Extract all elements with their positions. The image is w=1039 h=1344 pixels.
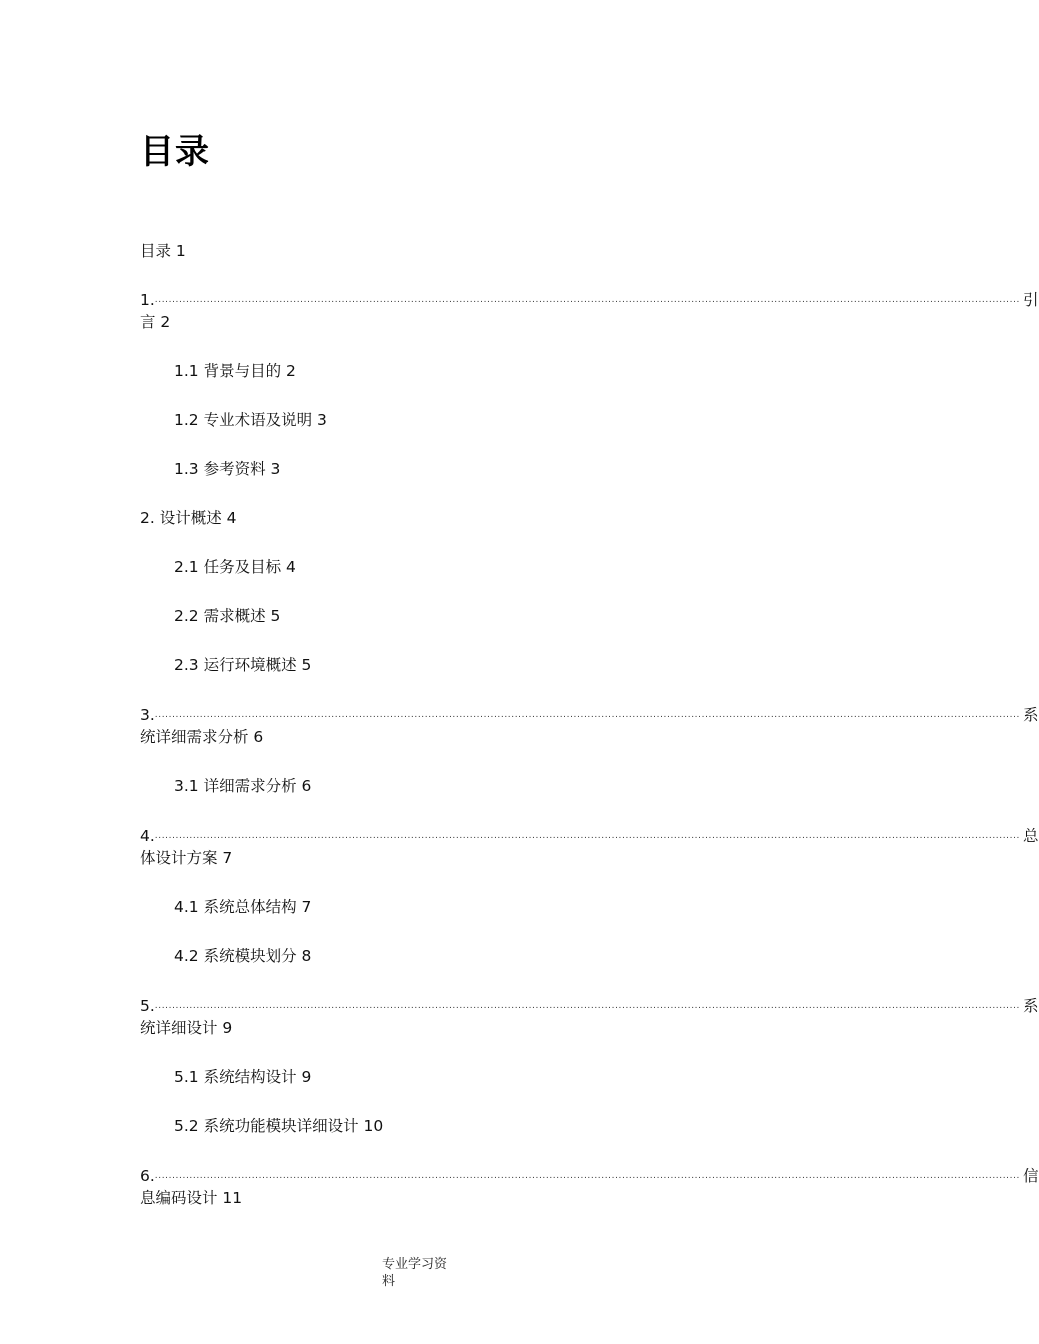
toc-entry-1[interactable] [140,289,1039,311]
toc-entry-3[interactable] [140,704,1039,726]
toc-entry-number: 4. [140,827,155,845]
toc-entry-3-continuation[interactable]: 统详细需求分析 6 [140,728,264,746]
toc-entry-number: 5. [140,997,155,1015]
toc-entry-5-1[interactable]: 5.1 系统结构设计 9 [174,1068,312,1086]
toc-entry-4-1[interactable]: 4.1 系统总体结构 7 [174,898,312,916]
dot-leader: .......................................................................................................................................................................................................................................................... [154,1001,1021,1011]
dot-leader: .......................................................................................................................................................................................................................................................... [154,831,1021,841]
toc-entry-text-start: 系 [1023,706,1039,724]
dot-leader: .......................................................................................................................................................................................................................................................... [154,710,1021,720]
page-title: 目录 [140,132,210,172]
toc-entry-4-2[interactable]: 4.2 系统模块划分 8 [174,947,312,965]
toc-entry-number: 3. [140,706,155,724]
toc-entry-text-start: 引 [1023,291,1039,309]
toc-entry-2-3[interactable]: 2.3 运行环境概述 5 [174,656,312,674]
toc-entry-6[interactable] [140,1165,1039,1187]
toc-entry-1-continuation[interactable]: 言 2 [140,313,171,331]
toc-entry-number: 6. [140,1167,155,1185]
toc-entry-3-1[interactable]: 3.1 详细需求分析 6 [174,777,312,795]
toc-entry-4[interactable] [140,825,1039,847]
toc-entry-6-continuation[interactable]: 息编码设计 11 [140,1189,243,1207]
dot-leader: .......................................................................................................................................................................................................................................................... [154,295,1021,305]
toc-entry-text-start: 信 [1023,1167,1039,1185]
toc-entry-text-start: 总 [1023,827,1039,845]
toc-entry-4-continuation[interactable]: 体设计方案 7 [140,849,233,867]
toc-entry-text-start: 系 [1023,997,1039,1015]
toc-entry-2-2[interactable]: 2.2 需求概述 5 [174,607,281,625]
toc-entry-5-continuation[interactable]: 统详细设计 9 [140,1019,233,1037]
page-footer: 专业学习资料 [382,1257,448,1289]
toc-entry-contents[interactable]: 目录 1 [140,242,186,260]
toc-entry-1-2[interactable]: 1.2 专业术语及说明 3 [174,411,327,429]
toc-entry-2[interactable]: 2. 设计概述 4 [140,509,237,527]
toc-entry-2-1[interactable]: 2.1 任务及目标 4 [174,558,296,576]
dot-leader: .......................................................................................................................................................................................................................................................... [154,1171,1021,1181]
toc-entry-1-3[interactable]: 1.3 参考资料 3 [174,460,281,478]
toc-entry-number: 1. [140,291,155,309]
toc-entry-5-2[interactable]: 5.2 系统功能模块详细设计 10 [174,1117,384,1135]
toc-entry-5[interactable] [140,995,1039,1017]
toc-entry-1-1[interactable]: 1.1 背景与目的 2 [174,362,296,380]
